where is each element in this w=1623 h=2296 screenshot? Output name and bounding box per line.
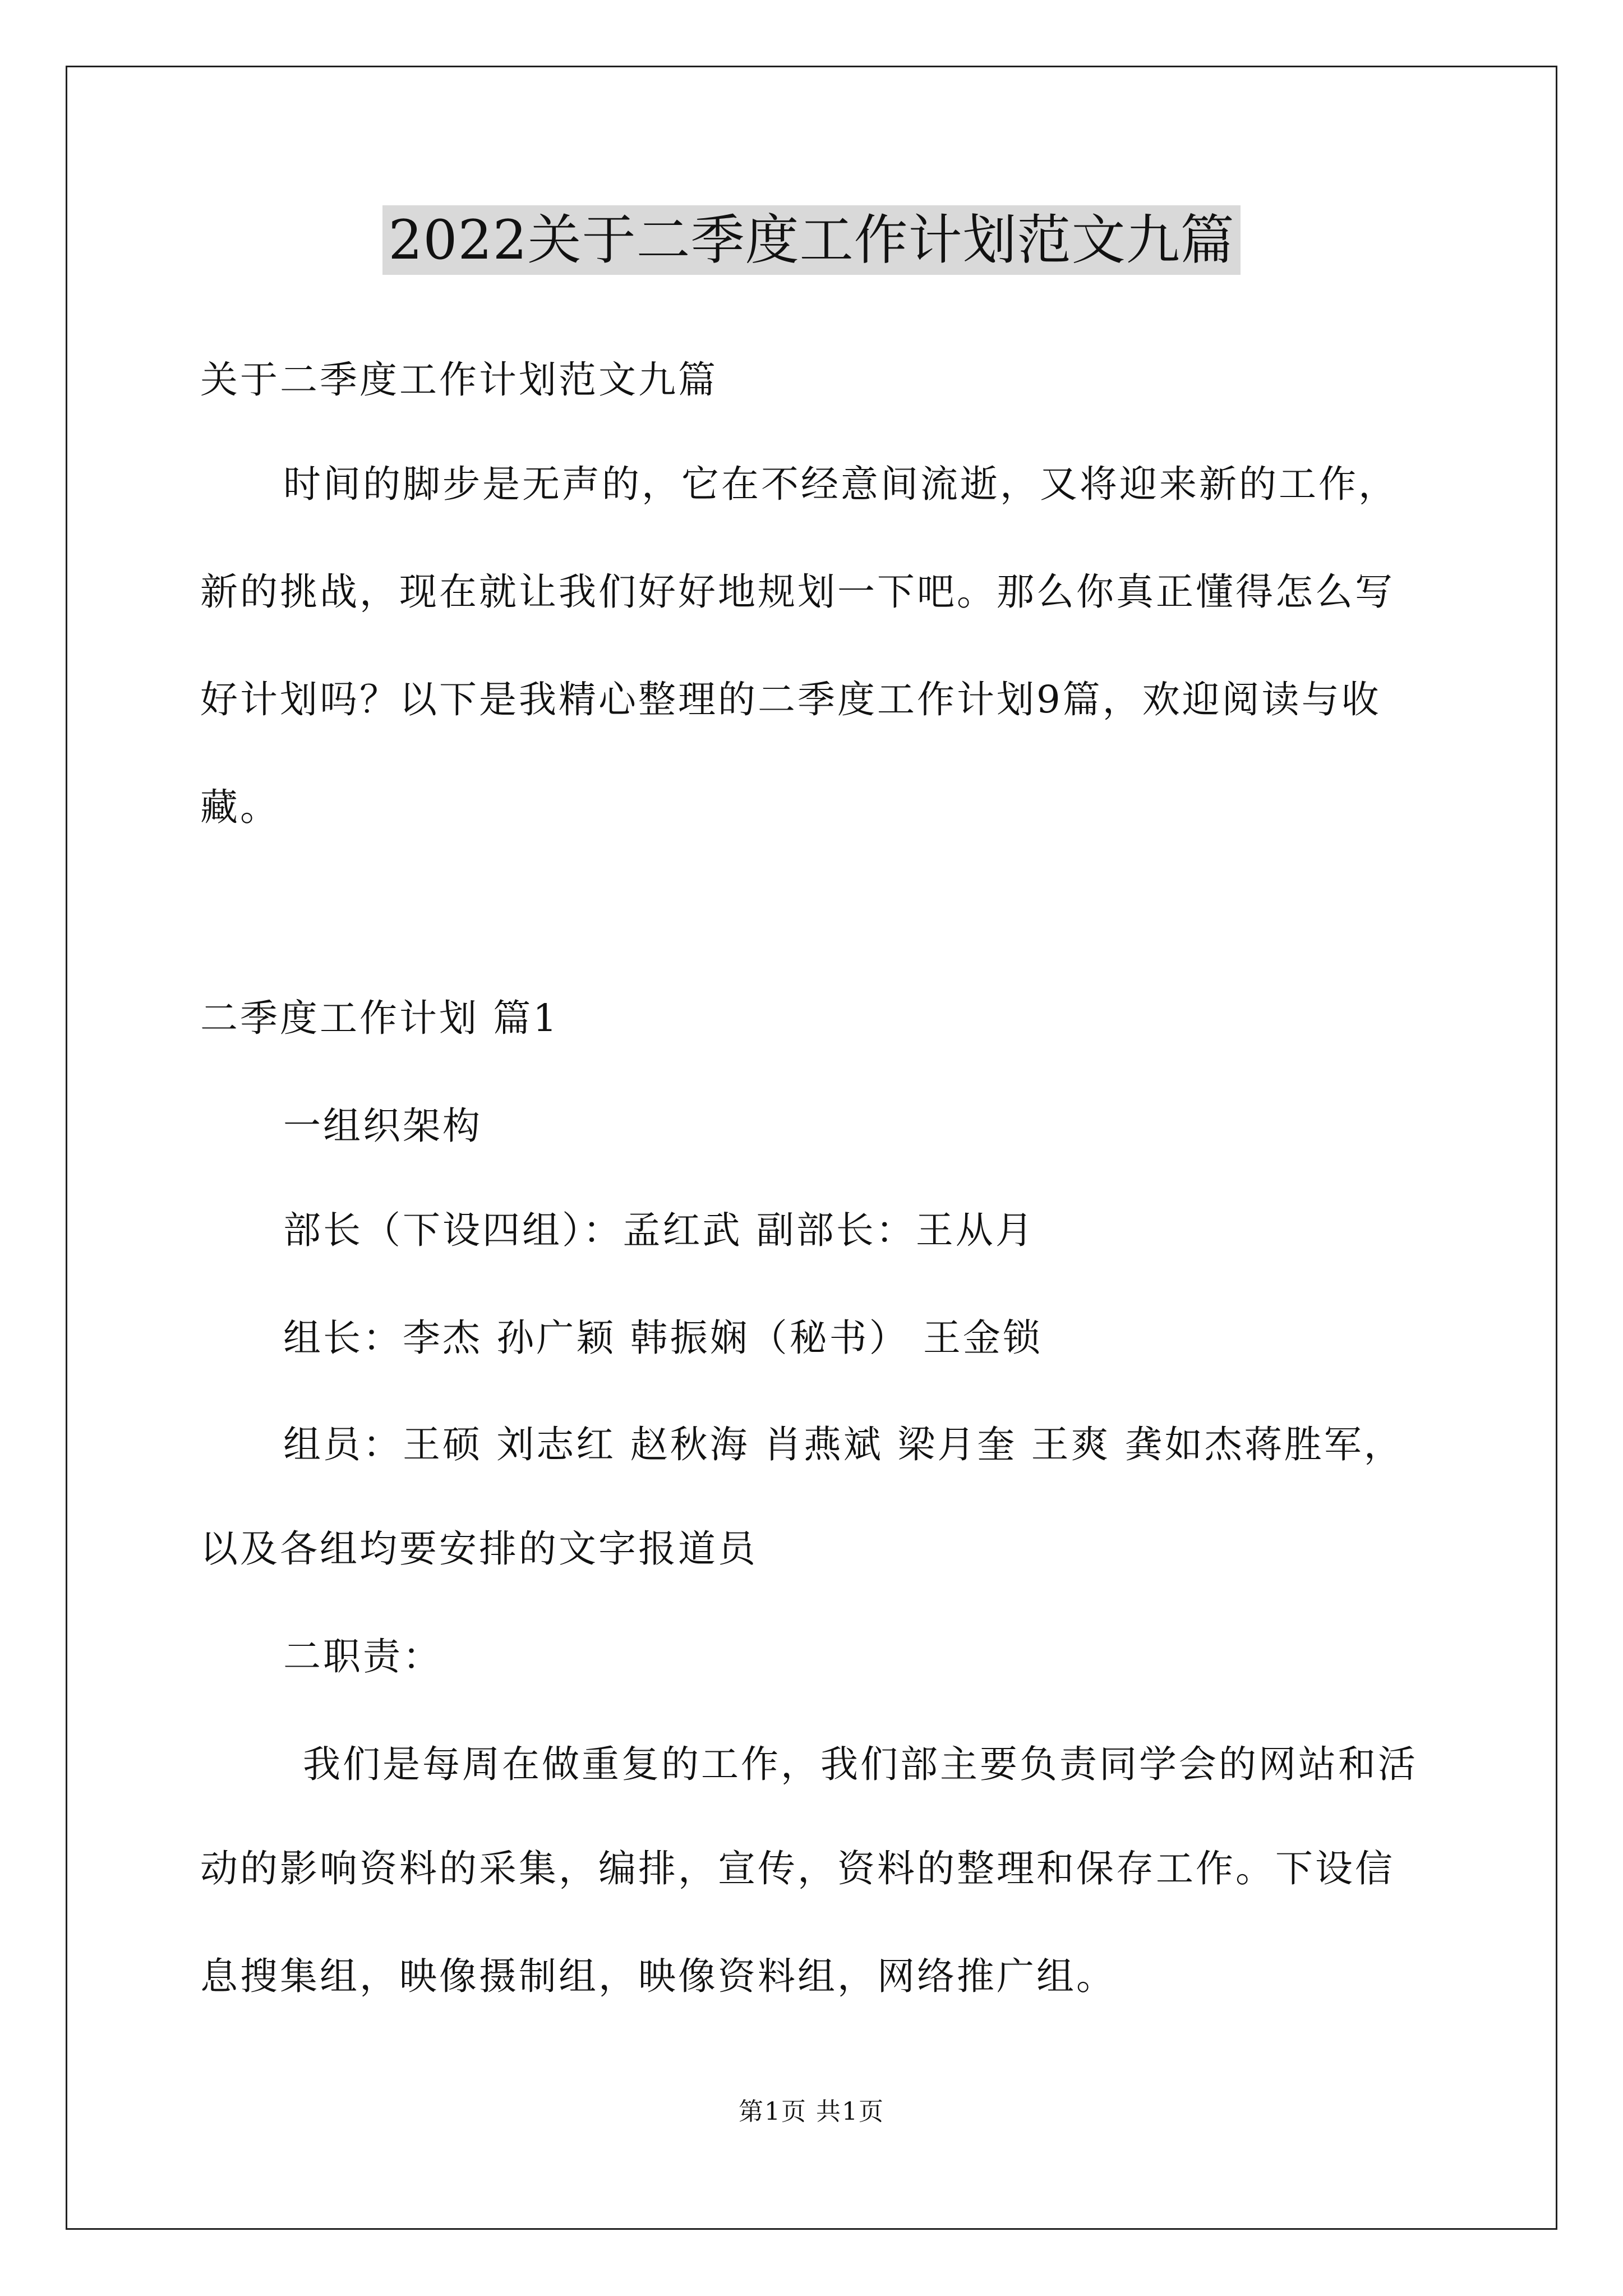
document-title-text: 2022关于二季度工作计划范文九篇 [382,205,1240,275]
paragraph-line: 组长：李杰 孙广颖 韩振娴（秘书） 王金锁 [283,1316,1043,1360]
section-heading: 二季度工作计划 篇1 [200,996,559,1040]
paragraph-line: 息搜集组，映像摄制组，映像资料组，网络推广组。 [200,1954,1116,1998]
paragraph-line: 新的挑战，现在就让我们好好地规划一下吧。那么你真正懂得怎么写 [200,570,1395,614]
document-title [0,201,1623,279]
page-footer: 第1页 共1页 [739,2097,884,2126]
paragraph-line: 藏。 [200,785,280,829]
paragraph-line: 好计划吗？以下是我精心整理的二季度工作计划9篇，欢迎阅读与收 [200,678,1381,721]
paragraph-line: 以及各组均要安排的文字报道员 [200,1527,758,1571]
paragraph-line: 动的影响资料的采集，编排，宣传，资料的整理和保存工作。下设信 [200,1847,1395,1890]
paragraph-line: 时间的脚步是无声的，它在不经意间流逝，又将迎来新的工作， [283,462,1398,506]
paragraph-line: 我们是每周在做重复的工作，我们部主要负责同学会的网站和活 [303,1742,1418,1786]
paragraph-line: 二职责： [283,1635,442,1678]
paragraph-line: 一组织架构 [283,1104,482,1148]
subtitle-line: 关于二季度工作计划范文九篇 [200,358,718,402]
paragraph-line: 组员：王硕 刘志红 赵秋海 肖燕斌 梁月奎 王爽 龚如杰蒋胜军， [283,1423,1404,1466]
paragraph-line: 部长（下设四组）：孟红武 副部长：王从月 [283,1208,1035,1252]
